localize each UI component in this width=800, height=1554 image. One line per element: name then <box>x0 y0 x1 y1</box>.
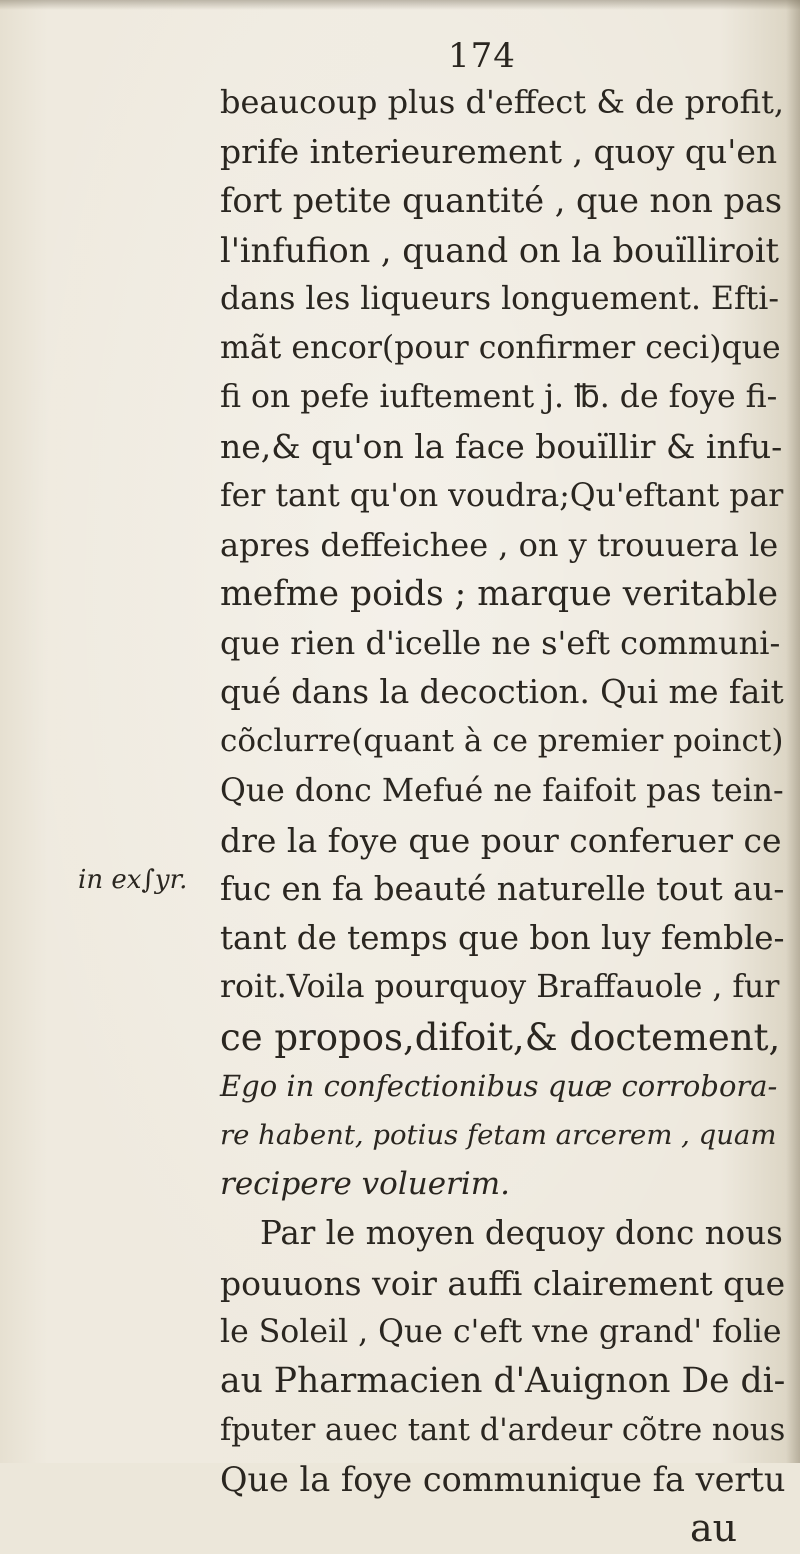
margin-note: in ex∫yr. <box>78 865 188 895</box>
text-line: au Pharmacien d'Auignon De di- <box>220 1360 786 1401</box>
text-line: beaucoup plus d'effect & de profit, <box>220 83 784 121</box>
text-line: roit.Voila pourquoy Braffauole , fur <box>220 969 780 1006</box>
text-line: fort petite quantité , que non pas <box>220 181 783 221</box>
text-line: cõclurre(quant à ce premier poinct) <box>220 723 784 760</box>
text-line: fuc en fa beauté naturelle tout au- <box>220 870 785 908</box>
text-line: dans les liqueurs longuement. Efti- <box>220 280 780 317</box>
text-line: fi on pefe iuftement j. ℔. de foye fi- <box>220 379 778 416</box>
page-number: 174 <box>448 36 516 76</box>
body-text <box>220 78 785 1554</box>
latin-quote-line: re habent, potius fetam arcerem , quam <box>220 1118 777 1151</box>
text-line: pouuons voir auffi clairement que <box>220 1263 786 1303</box>
text-line: fputer auec tant d'ardeur cõtre nous <box>220 1413 786 1449</box>
latin-quote-line: Ego in confectionibus quæ corrobora- <box>220 1068 778 1103</box>
text-line: ce propos,difoit,& doctement, <box>220 1015 781 1059</box>
text-line: tant de temps que bon luy femble- <box>220 919 785 958</box>
text-line: l'infufion , quand on la bouïlliroit <box>220 230 780 270</box>
text-line: que rien d'icelle ne s'eft communi- <box>220 624 781 663</box>
page-edge-shadow <box>786 0 800 1463</box>
text-line: dre la foye que pour conferuer ce <box>220 820 782 860</box>
text-line: Que la foye communique fa vertu <box>220 1460 786 1500</box>
text-line: qué dans la decoction. Qui me fait <box>220 673 784 712</box>
text-line: mãt encor(pour confirmer ceci)que <box>220 329 781 366</box>
catchword: au <box>690 1506 738 1551</box>
text-line: Que donc Mefué ne faifoit pas tein- <box>220 772 784 809</box>
text-line: mefme poids ; marque veritable <box>220 573 779 614</box>
page-top-shadow <box>0 0 800 10</box>
text-line: Par le moyen dequoy donc nous <box>260 1214 783 1253</box>
latin-quote-line: recipere voluerim. <box>220 1166 511 1203</box>
text-line: le Soleil , Que c'eft vne grand' folie <box>220 1313 782 1350</box>
text-line: apres deffeichee , on y trouuera le <box>220 525 779 564</box>
text-line: fer tant qu'on voudra;Qu'eftant par <box>220 477 784 514</box>
text-line: prife interieurement , quoy qu'en <box>220 132 778 172</box>
text-line: ne,& qu'on la face bouïllir & infu- <box>220 427 783 467</box>
